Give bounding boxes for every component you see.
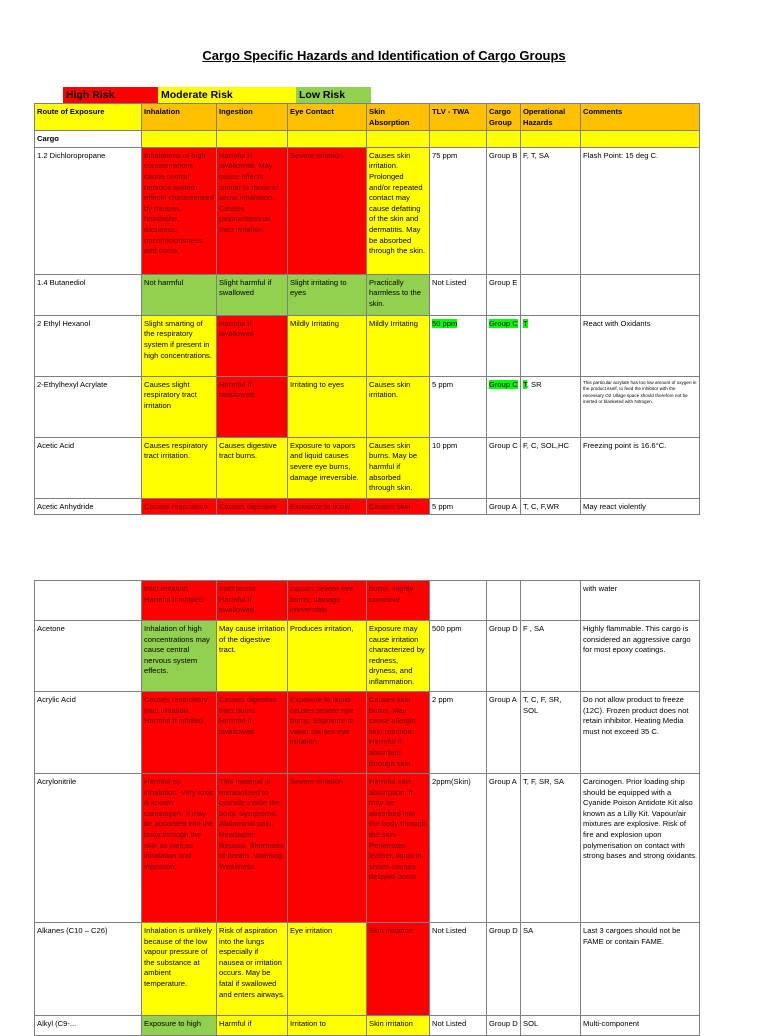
ingestion-cell: Causes digestive tract burns. Harmful if swallowed. [217, 692, 288, 774]
header-tlv-twa: TLV - TWA [430, 104, 487, 131]
inhalation-cell: Causes slight respiratory tract irritation [142, 376, 217, 437]
skin-absorption-cell: Causes skin irritation. [367, 376, 430, 437]
tlv-cell: 500 ppm [430, 621, 487, 692]
eye-contact-cell: Mildly Irritating [288, 315, 367, 376]
table-row [35, 1016, 700, 1036]
cargo-name [35, 581, 142, 621]
tlv-cell [430, 581, 487, 621]
cargo-group-cell: Group A [487, 692, 521, 774]
tlv-highlight: 50 ppm [432, 318, 458, 328]
tlv-cell: 2ppm(Skin) [430, 774, 487, 923]
comments-cell [581, 274, 700, 315]
cargo-name: Acrylonitrile [35, 774, 142, 923]
comments-cell: May react violently [581, 498, 700, 515]
inhalation-cell: Slight smarting of the respiratory system if present in high concentrations. [142, 315, 217, 376]
cargo-group-cell: Group D [487, 1016, 521, 1036]
cargo-name: 1.4 Butanediol [35, 274, 142, 315]
operational-hazards-cell [521, 581, 581, 621]
eye-contact-cell: Eye irritation [288, 923, 367, 1016]
operational-hazards-cell [521, 376, 581, 437]
eye-contact-cell: Exposure to liquid causes severe eye burns. Exposure to vapor causes eye irritation. [288, 692, 367, 774]
operational-hazards-cell: T, C, F, SR, SOL [521, 692, 581, 774]
skin-absorption-cell: Causes skin [367, 498, 430, 515]
tlv-cell: Not Listed [430, 923, 487, 1016]
table-row [35, 621, 700, 692]
hazard-rest: , SR [526, 379, 542, 389]
tlv-cell: 75 ppm [430, 147, 487, 274]
cargo-name: Alkanes (C10 – C26) [35, 923, 142, 1016]
header-route: Route of Exposure [35, 104, 142, 131]
cargo-group-cell: Group D [487, 621, 521, 692]
skin-absorption-cell: Skin irritation [367, 1016, 430, 1036]
comments-cell: React with Oxidants [581, 315, 700, 376]
eye-contact-cell: Slight irritating to eyes [288, 274, 367, 315]
inhalation-cell: Causes respiratory tract irritation. [142, 437, 217, 498]
inhalation-cell: Inhalation is unlikely because of the low vapour pressure of the substance at ambient temperature. [142, 923, 217, 1016]
page-title: Cargo Specific Hazards and Identification of Cargo Groups [202, 48, 566, 63]
cargo-group-cell: Group E [487, 274, 521, 315]
group-highlight: Group C [489, 379, 518, 389]
operational-hazards-cell: SOL [521, 1016, 581, 1036]
cargo-name: 1.2 Dichloropropane [35, 147, 142, 274]
table-row [35, 147, 700, 274]
cargo-name: Acetone [35, 621, 142, 692]
table-row [35, 315, 700, 376]
cargo-group-cell [487, 581, 521, 621]
cargo-name: Acetic Anhydride [35, 498, 142, 515]
skin-absorption-cell: Skin irritation [367, 923, 430, 1016]
inhalation-cell: Causes respiratory tract irritation. Harmful if inhaled. [142, 692, 217, 774]
header-eye-contact: Eye Contact [288, 104, 367, 131]
header-cargo: Cargo [35, 131, 142, 148]
hazard-highlight: T [523, 379, 527, 389]
hazard-table-bottom [34, 580, 700, 1036]
table-row [35, 923, 700, 1016]
cargo-name: Acetic Acid [35, 437, 142, 498]
inhalation-cell: Inhalation of high concentrations may cause central nervous system effects. [142, 621, 217, 692]
ingestion-cell: Harmful if swallowed. May cause effects similar to those of acute inhalation. Causes gastrointestinal tract irritation. [217, 147, 288, 274]
cargo-name: 2 Ethyl Hexanol [35, 315, 142, 376]
legend-moderate-risk: Moderate Risk [158, 87, 296, 103]
comments-cell: This particular acrylate has too low amount of oxygen in the product itself, to feed the inhibitor with the necessary O2 Ullage space should therefore not be inerted or blanketed with Nitrogen. [581, 376, 700, 437]
skin-absorption-cell: Causes skin irritation. Prolonged and/or repeated contact may cause defatting of the skin and dermatitis. May be absorbed through the skin. [367, 147, 430, 274]
ingestion-cell: Harmful if [217, 1016, 288, 1036]
table-row [35, 437, 700, 498]
table-row [35, 274, 700, 315]
table-row [35, 376, 700, 437]
comments-cell: Multi-component [581, 1016, 700, 1036]
skin-absorption-cell: Causes skin burns. May be harmful if absorbed through skin. [367, 437, 430, 498]
inhalation-cell: Causes respiratory [142, 498, 217, 515]
eye-contact-cell: Exposure to vapors and liquid causes severe eye burns, damage irreversible. [288, 437, 367, 498]
skin-absorption-cell: Exposure may cause irritation characterized by redness, dryness, and inflammation. [367, 621, 430, 692]
tlv-cell: 10 ppm [430, 437, 487, 498]
hazard-table-top [34, 103, 700, 515]
operational-hazards-cell: F, T, SA [521, 147, 581, 274]
cargo-name: Acrylic Acid [35, 692, 142, 774]
header-ingestion: Ingestion [217, 104, 288, 131]
ingestion-cell: Harmful if swallowed [217, 376, 288, 437]
header-skin-absorption: Skin Absorption [367, 104, 430, 131]
skin-absorption-cell: burns. Highly corrosive [367, 581, 430, 621]
cargo-group-cell: Group A [487, 498, 521, 515]
ingestion-cell: Risk of aspiration into the lungs especially if nausea or irritation occurs. May be fatal if swallowed and enters airways. [217, 923, 288, 1016]
skin-absorption-cell: Practically harmless to the skin. [367, 274, 430, 315]
cargo-group-cell [487, 315, 521, 376]
header-inhalation: Inhalation [142, 104, 217, 131]
legend-low-risk: Low Risk [296, 87, 371, 103]
header-cargo-group: Cargo Group [487, 104, 521, 131]
comments-cell: Last 3 cargoes should not be FAME or contain FAME. [581, 923, 700, 1016]
comments-cell: with water [581, 581, 700, 621]
cargo-group-cell: Group D [487, 923, 521, 1016]
eye-contact-cell: Produces irritation, [288, 621, 367, 692]
eye-contact-cell: Severe irritation [288, 147, 367, 274]
operational-hazards-cell: T, F, SR, SA [521, 774, 581, 923]
eye-contact-cell: Severe irritation [288, 774, 367, 923]
table-row [35, 692, 700, 774]
ingestion-cell: Harmful if swallowed [217, 315, 288, 376]
cargo-name: Alkyl (C9-... [35, 1016, 142, 1036]
comments-cell: Do not allow product to freeze (12C). Frozen product does not retain inhibitor. Heating Media must not exceed 35 C. [581, 692, 700, 774]
eye-contact-cell: Exposure to liquid [288, 498, 367, 515]
ingestion-cell: May cause irritation of the digestive tract. [217, 621, 288, 692]
legend-high-risk: High Risk [63, 87, 158, 103]
operational-hazards-cell: T, C, F,WR [521, 498, 581, 515]
ingestion-cell: Slight harmful if swallowed [217, 274, 288, 315]
operational-hazards-cell: SA [521, 923, 581, 1016]
table-row [35, 498, 700, 515]
cargo-group-cell: Group C [487, 437, 521, 498]
table-row [35, 774, 700, 923]
skin-absorption-cell: Harmful skin absorption. It may be absorbed into the body through the skin. Penetrates leather, liquid in shoes causes delayed burns [367, 774, 430, 923]
operational-hazards-cell: F, C, SOL,HC [521, 437, 581, 498]
ingestion-cell: Causes digestive tract burns. [217, 437, 288, 498]
comments-cell: Highly flammable. This cargo is considered an aggressive cargo for most epoxy coatings. [581, 621, 700, 692]
header-operational-hazards: Operational Hazards [521, 104, 581, 131]
operational-hazards-cell [521, 274, 581, 315]
operational-hazards-cell [521, 315, 581, 376]
eye-contact-cell: causes severe eye burns, damage irreversible. [288, 581, 367, 621]
inhalation-cell: Exposure to high [142, 1016, 217, 1036]
comments-cell: Flash Point: 15 deg C. [581, 147, 700, 274]
header-comments: Comments [581, 104, 700, 131]
cargo-name: 2-Ethylhexyl Acrylate [35, 376, 142, 437]
skin-absorption-cell: Mildly Irritating [367, 315, 430, 376]
inhalation-cell: Harmful by inhalation. Very toxic & known carcinogen. It may be absorbed into the body through the skin as well as inhalation and ingestion. [142, 774, 217, 923]
ingestion-cell: Causes digestive [217, 498, 288, 515]
eye-contact-cell: Irritating to eyes [288, 376, 367, 437]
tlv-cell: 5 ppm [430, 498, 487, 515]
comments-cell: Freezing point is 16.6°C. [581, 437, 700, 498]
tlv-cell [430, 315, 487, 376]
tlv-cell: Not Listed [430, 1016, 487, 1036]
cargo-group-cell [487, 376, 521, 437]
comments-cell: Carcinogen. Prior loading ship should be equipped with a Cyanide Poison Antidote Kit also known as a Lilly Kit. Vapour/air mixtures are explosive. Risk of fire and explosion upon polymerisation on contact with strong bases and strong oxidants. [581, 774, 700, 923]
tlv-cell: 2 ppm [430, 692, 487, 774]
table-row [35, 581, 700, 621]
inhalation-cell: Not harmful [142, 274, 217, 315]
cargo-group-cell: Group B [487, 147, 521, 274]
cargo-group-cell: Group A [487, 774, 521, 923]
tlv-cell: 5 ppm [430, 376, 487, 437]
group-highlight: Group C [489, 318, 518, 328]
inhalation-cell: Inhalations of high concentrations cause central nervous system effects characterized by nausea, headache, dizziness, unconsciousness and coma. [142, 147, 217, 274]
hazard-highlight: T [523, 318, 528, 328]
ingestion-cell: tract burns. Harmful if swallowed. [217, 581, 288, 621]
inhalation-cell: tract irritation. Harmful if inhaled. [142, 581, 217, 621]
skin-absorption-cell: Causes skin burns. May cause allergic skin reaction. Harmful if absorbed through skin. [367, 692, 430, 774]
tlv-cell: Not Listed [430, 274, 487, 315]
ingestion-cell: This material is metabolized to cyanide inside the body. Symptoms: Abdominal pain. Headache. Nausea. Shortness of breath. Vomiting. Weakness. [217, 774, 288, 923]
operational-hazards-cell: F , SA [521, 621, 581, 692]
eye-contact-cell: Irritation to [288, 1016, 367, 1036]
